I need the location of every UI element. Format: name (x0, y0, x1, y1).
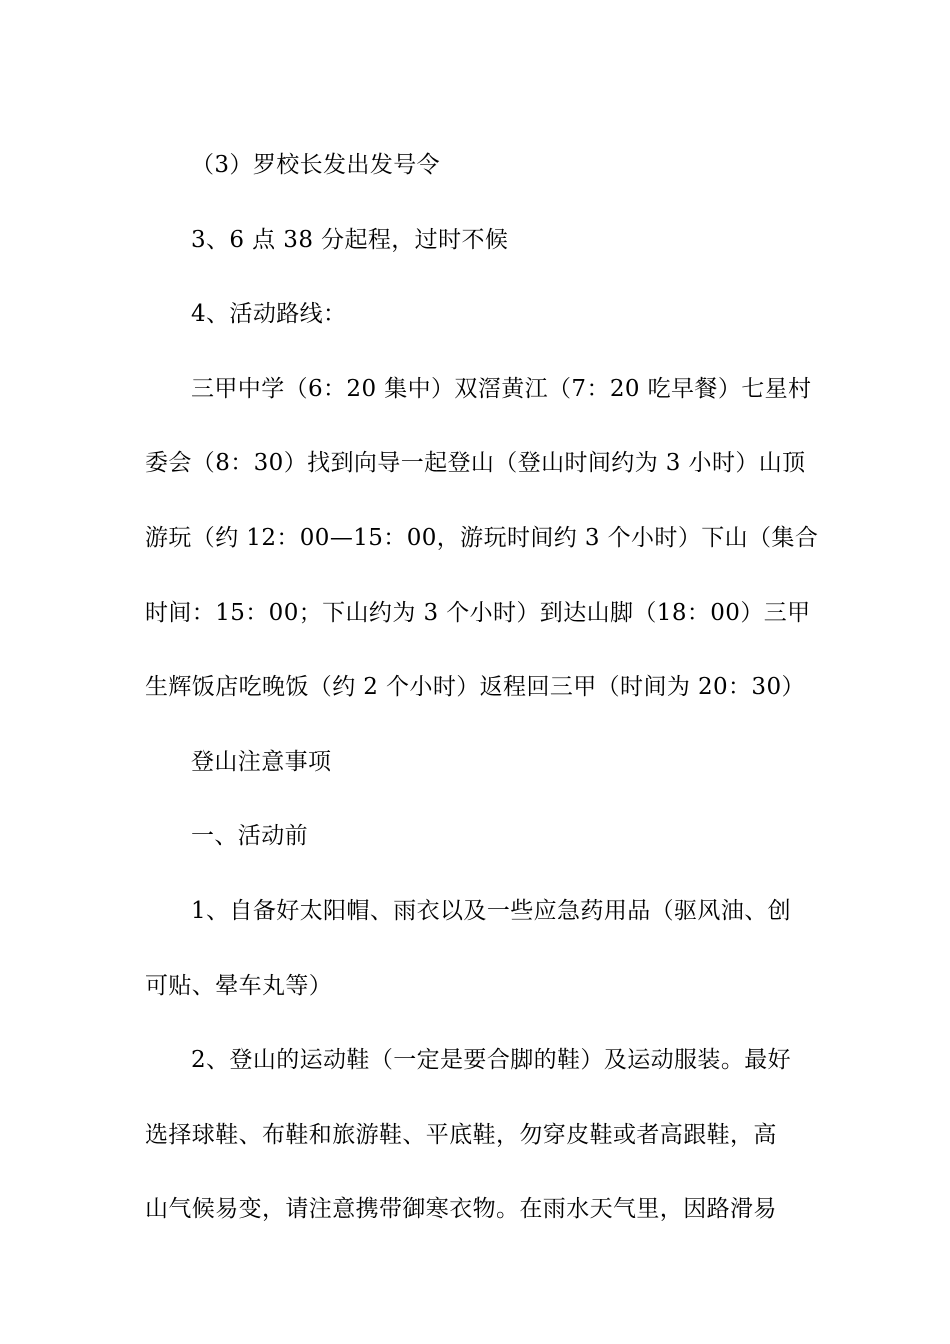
document-body (145, 128, 819, 1247)
paragraph (145, 799, 807, 874)
paragraph (145, 874, 807, 1023)
text-line: 1、自备好太阳帽、雨衣以及一些应急药用品（驱风油、创 (191, 897, 792, 924)
paragraph (145, 203, 807, 278)
paragraph (145, 352, 819, 725)
paragraph (145, 277, 807, 352)
text-line: 一、活动前 (191, 823, 308, 850)
text-line: （3）罗校长发出发号令 (191, 152, 441, 178)
paragraph (145, 1023, 807, 1247)
text-line: 时间：15：00；下山约为 3 个小时）到达山脚（18：00）三甲 (145, 599, 811, 626)
text-line: 游玩（约 12：00—15：00，游玩时间约 3 个小时）下山（集合 (145, 524, 819, 551)
text-line: 3、6 点 38 分起程，过时不候 (191, 226, 509, 253)
paragraph (145, 725, 807, 800)
text-line: 三甲中学（6：20 集中）双滘黄江（7：20 吃早餐）七星村 (191, 375, 812, 402)
text-line: 山气候易变，请注意携带御寒衣物。在雨水天气里，因路滑易 (145, 1196, 777, 1223)
text-line: 2、登山的运动鞋（一定是要合脚的鞋）及运动服装。最好 (191, 1047, 792, 1074)
text-line: 登山注意事项 (191, 748, 332, 775)
text-line: 选择球鞋、布鞋和旅游鞋、平底鞋，勿穿皮鞋或者高跟鞋，高 (145, 1121, 777, 1148)
paragraph (145, 128, 807, 203)
text-line: 可贴、晕车丸等） (145, 972, 333, 999)
text-line: 4、活动路线： (191, 301, 347, 328)
text-line: 生辉饭店吃晚饭（约 2 个小时）返程回三甲（时间为 20：30） (145, 674, 805, 701)
text-line: 委会（8：30）找到向导一起登山（登山时间约为 3 小时）山顶 (145, 450, 806, 477)
